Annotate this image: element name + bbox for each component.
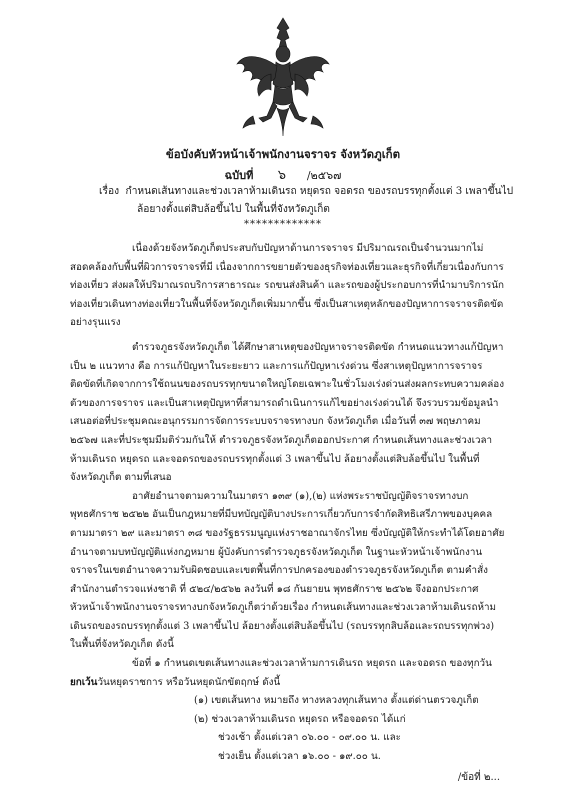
document-title: ข้อบังคับหัวหน้าเจ้าพนักงานจราจร จังหวัดภูเก็ต [165, 147, 401, 161]
subject-label: เรื่อง [99, 186, 120, 197]
issue-number-value: ๖ [277, 168, 286, 183]
separator-stars: ************* [244, 219, 322, 230]
paragraph-2: ตำรวจภูธรจังหวัดภูเก็ต ได้ศึกษาสาเหตุของปัญหาจราจรติดขัด กำหนดแนวทางแก้ปัญหาเป็น ๒ แนวทาง คือ การแก้ปัญหาในระยะยาว และการแก้ปัญหาเร่งด่วน ซึ่งสาเหตุปัญหาการจราจรติดขัดที่เกิดจากการใช้ถนนของรถบรรทุกขนาดใหญ่โดยเฉพาะในชั่วโมงเร่งด่วนส่งผลกระทบความคล่องตัวของการจราจร และเป็นสาเหตุปัญหาที่สามารถดำเนินการแก้ไขอย่างเร่งด่วนได้ จึงรวบรวมข้อมูลนำเสนอต่อที่ประชุมคณะอนุกรรมการจัดการระบบจราจรทางบก จังหวัดภูเก็ต เมื่อวันที่ ๓๗ พฤษภาคม ๒๕๖๗ และที่ประชุมมีมติร่วมกันให้ ตำรวจภูธรจังหวัดภูเก็ตออกประกาศ กำหนดเส้นทางและช่วงเวลาห้ามเดินรถ หยุดรถ และจอดรถของรถบรรทุกตั้งแต่ 3 เพลาขึ้นไป ล้อยางตั้งแต่สิบล้อขึ้นไป ในพื้นที่จังหวัดภูเก็ต ตามที่เสนอ [70, 341, 505, 484]
item-1: (๑) เขตเส้นทาง หมายถึง ทางหลวงทุกเส้นทาง ตั้งแต่ด่านตรวจภูเก็ต [194, 695, 479, 707]
paragraph-3: อาศัยอำนาจตามความในมาตรา ๑๓๙ (๑),(๒) แห่งพระราชบัญญัติจราจรทางบก พุทธศักราช ๒๕๒๒ อันเป็นกฎหมายที่มีบทบัญญัติบางประการเกี่ยวกับการจำกัดสิทธิเสรีภาพของบุคคลตามมาตรา ๒๙ และมาตรา ๓๘ ของรัฐธรรมนูญแห่งราชอาณาจักรไทย ซึ่งบัญญัติให้กระทำได้โดยอาศัยอำนาจตามบทบัญญัติแห่งกฎหมาย ผู้บังคับการตำรวจภูธรจังหวัดภูเก็ต ในฐานะหัวหน้าเจ้าพนักงานจราจรในเขตอำนาจความรับผิดชอบและเขตพื้นที่การปกครองของตำรวจภูธรจังหวัดภูเก็ต ตามคำสั่งสำนักงานตำรวจแห่งชาติ ที่ ๕๒๔/๒๕๖๒ ลงวันที่ ๑๘ กันยายน พุทธศักราช ๒๕๖๒ จึงออกประกาศหัวหน้าเจ้าพนักงานจราจรทางบกจังหวัดภูเก็ตว่าด้วยเรื่อง กำหนดเส้นทางและช่วงเวลาห้ามเดินรถห้ามเดินรถของรถบรรทุกตั้งแต่ 3 เพลาขึ้นไป ล้อยางตั้งแต่สิบล้อขึ้นไป (รถบรรทุกสิบล้อและรถบรรทุกพ่วง) ในพื้นที่จังหวัดภูเก็ต ดังนี้ [70, 490, 505, 651]
issue-number [0, 164, 566, 185]
paragraph-4-rest: วันหยุดราชการ หรือวันหยุดนักขัตฤกษ์ ดังนี้ [97, 676, 281, 688]
issue-label: ฉบับที่ [224, 169, 254, 182]
issue-year: /๒๕๖๗ [306, 169, 342, 182]
document-body [70, 240, 506, 767]
paragraph-1: เนื่องด้วยจังหวัดภูเก็ตประสบกับปัญหาด้านการจราจร มีปริมาณรถเป็นจำนวนมากไม่สอดคล้องกับพื้นที่ผิวการจราจรที่มี เนื่องจากการขยายตัวของธุรกิจท่องเที่ยวและธุรกิจที่เกี่ยวเนื่องกับการท่องเที่ยว ส่งผลให้ปริมาณรถบริการสาธารณะ รถขนส่งสินค้า และรถของผู้ประกอบการที่นำมาบริการนักท่องเที่ยวเดินทางท่องเที่ยวในพื้นที่จังหวัดภูเก็ตเพิ่มมากขึ้น ซึ่งเป็นสาเหตุหลักของปัญหาการจราจรติดขัดอย่างรุนแรง [70, 243, 505, 329]
paragraph-4-bold: ยกเว้น [70, 676, 98, 688]
subject-block [99, 183, 513, 219]
subject-line-1: กำหนดเส้นทางและช่วงเวลาห้ามเดินรถ หยุดรถ จอดรถ ของรถบรรทุกตั้งแต่ 3 เพลาขึ้นไป [125, 186, 514, 197]
time-evening: ช่วงเย็น ตั้งแต่เวลา ๑๖.๐๐ - ๑๙.๐๐ น. [218, 751, 381, 763]
subject-line-2: ล้อยางตั้งแต่สิบล้อขึ้นไป ในพื้นที่จังหวัดภูเก็ต [137, 204, 330, 215]
paragraph-4 [70, 655, 506, 692]
item-2: (๒) ช่วงเวลาห้ามเดินรถ หยุดรถ หรือจอดรถ ได้แก่ [194, 713, 406, 725]
continuation-marker: /ข้อที่ ๒... [457, 772, 500, 783]
time-morning: ช่วงเช้า ตั้งแต่เวลา ๐๖.๐๐ - ๐๙.๐๐ น. และ [218, 732, 401, 744]
paragraph-4-lead: ข้อที่ ๑ กำหนดเขตเส้นทางและช่วงเวลาห้ามการเดินรถ หยุดรถ และจอดรถ ของทุกวัน [132, 658, 492, 670]
garuda-emblem [233, 16, 333, 140]
